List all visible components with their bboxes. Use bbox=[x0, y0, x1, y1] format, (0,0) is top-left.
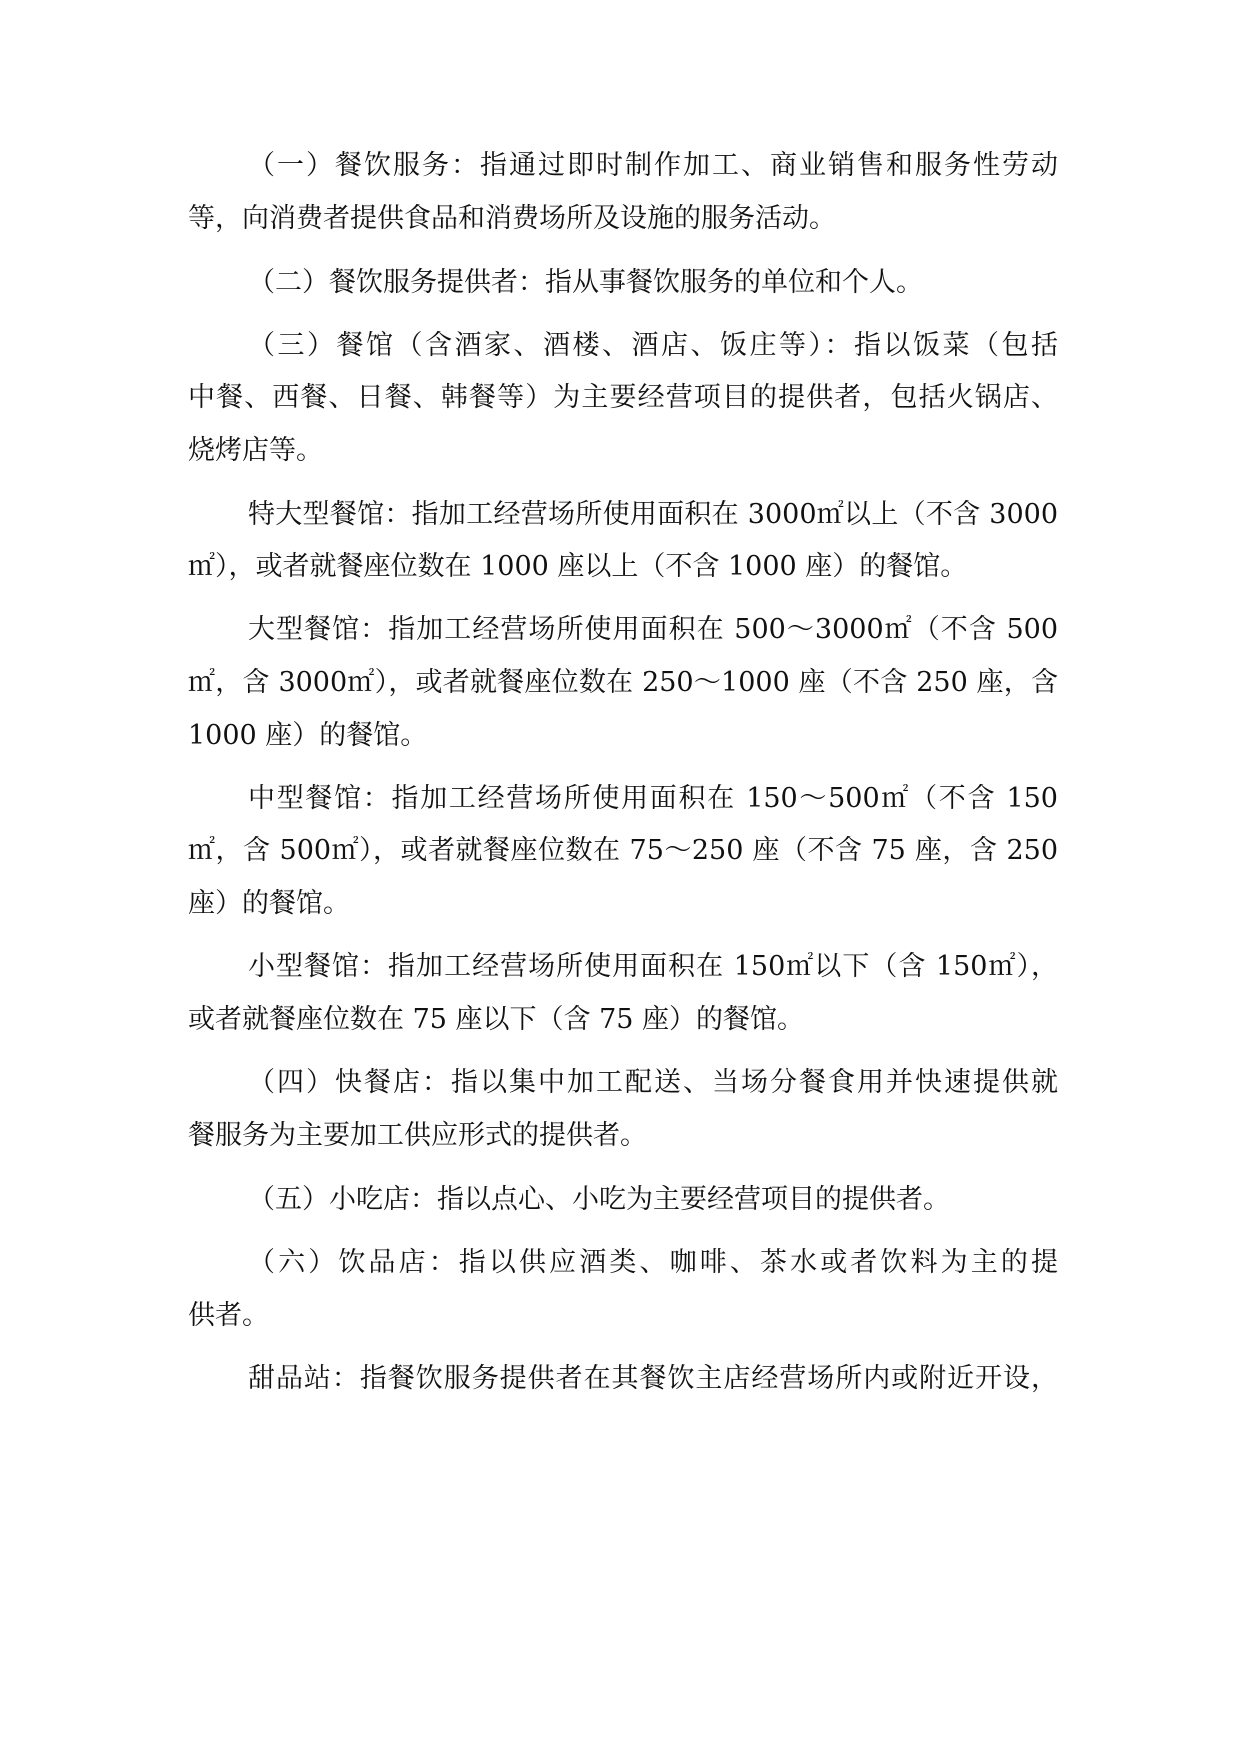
text-line: 大型餐馆：指加工经营场所使用面积在 500～3000㎡（不含 500 bbox=[248, 614, 1058, 645]
text-line: 或者就餐座位数在 75 座以下（含 75 座）的餐馆。 bbox=[188, 1004, 805, 1035]
text-line: 等，向消费者提供食品和消费场所及设施的服务活动。 bbox=[188, 203, 836, 234]
text-line: （六）饮品店：指以供应酒类、咖啡、茶水或者饮料为主的提 bbox=[248, 1247, 1058, 1278]
text-line: 1000 座）的餐馆。 bbox=[188, 720, 428, 751]
text-line: 特大型餐馆：指加工经营场所使用面积在 3000㎡以上（不含 3000 bbox=[248, 499, 1058, 530]
text-line: （二）餐饮服务提供者：指从事餐饮服务的单位和个人。 bbox=[248, 267, 923, 298]
text-line: 餐服务为主要加工供应形式的提供者。 bbox=[188, 1120, 647, 1151]
text-line: ㎡，含 500㎡），或者就餐座位数在 75～250 座（不含 75 座，含 250 bbox=[188, 835, 1058, 866]
text-line: 小型餐馆：指加工经营场所使用面积在 150㎡以下（含 150㎡）， bbox=[248, 951, 1058, 982]
text-line: （三）餐馆（含酒家、酒楼、酒店、饭庄等）：指以饭菜（包括 bbox=[248, 330, 1058, 361]
text-line: （五）小吃店：指以点心、小吃为主要经营项目的提供者。 bbox=[248, 1184, 950, 1215]
text-line: 烧烤店等。 bbox=[188, 435, 323, 466]
text-line: 中型餐馆：指加工经营场所使用面积在 150～500㎡（不含 150 bbox=[248, 783, 1058, 814]
text-line: ㎡），或者就餐座位数在 1000 座以上（不含 1000 座）的餐馆。 bbox=[188, 551, 968, 582]
text-line: 中餐、西餐、日餐、韩餐等）为主要经营项目的提供者，包括火锅店、 bbox=[188, 382, 1058, 413]
text-line: 甜品站：指餐饮服务提供者在其餐饮主店经营场所内或附近开设， bbox=[248, 1363, 1058, 1394]
text-line: 供者。 bbox=[188, 1300, 269, 1331]
text-line: （四）快餐店：指以集中加工配送、当场分餐食用并快速提供就 bbox=[248, 1067, 1058, 1098]
text-line: 座）的餐馆。 bbox=[188, 888, 350, 919]
text-line: （一）餐饮服务：指通过即时制作加工、商业销售和服务性劳动 bbox=[248, 150, 1058, 181]
text-line: ㎡，含 3000㎡），或者就餐座位数在 250～1000 座（不含 250 座，含 bbox=[188, 667, 1058, 698]
